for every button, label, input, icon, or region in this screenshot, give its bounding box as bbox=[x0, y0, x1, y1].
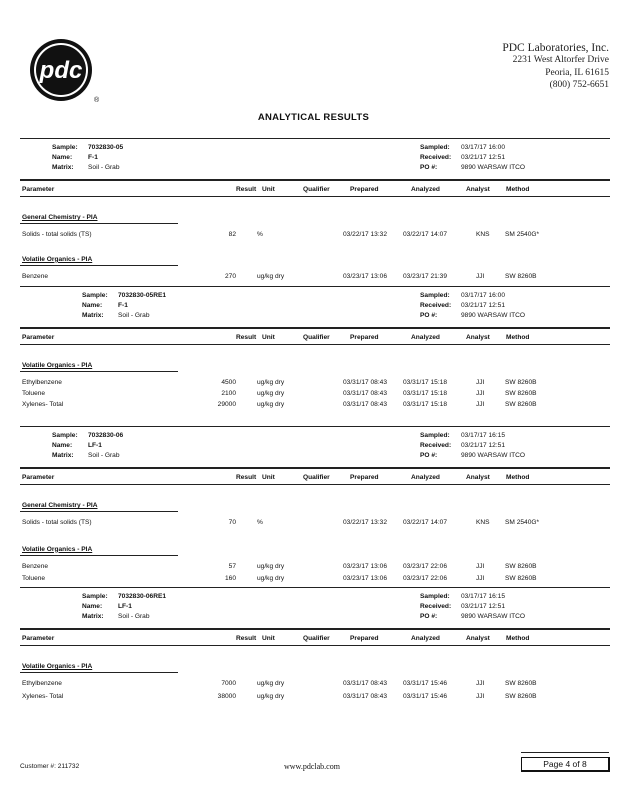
sample-id: 7032830-05RE1 bbox=[118, 292, 167, 299]
cell-analyzed: 03/31/17 15:18 bbox=[403, 400, 447, 408]
cell-prepared: 03/23/17 13:06 bbox=[343, 562, 387, 570]
cell-analyzed: 03/31/17 15:18 bbox=[403, 379, 447, 386]
cell-unit: % bbox=[257, 231, 263, 238]
column-header-parameter: Parameter bbox=[22, 186, 55, 193]
sample-label: Sample: bbox=[82, 292, 108, 299]
column-header-analyst: Analyst bbox=[466, 474, 490, 481]
cell-method: SW 8260B bbox=[505, 400, 537, 408]
column-header-result: Result bbox=[236, 635, 257, 642]
divider bbox=[20, 344, 610, 345]
column-header-qualifier: Qualifier bbox=[303, 334, 330, 341]
svg-text:®: ® bbox=[94, 97, 100, 104]
received-date: 03/21/17 12:51 bbox=[461, 302, 505, 309]
sample-label: Sample: bbox=[52, 432, 78, 439]
section-title: Volatile Organics - PIA bbox=[22, 255, 93, 263]
sampled-label: Sampled: bbox=[420, 432, 450, 439]
sample-matrix: Soil - Grab bbox=[118, 312, 150, 319]
cell-unit: ug/kg dry bbox=[257, 692, 285, 700]
cell-unit: ug/kg dry bbox=[257, 389, 285, 397]
section-title: Volatile Organics - PIA bbox=[22, 362, 93, 369]
column-header-unit: Unit bbox=[262, 474, 275, 481]
cell-prepared: 03/31/17 08:43 bbox=[343, 692, 387, 700]
sample-name: LF-1 bbox=[118, 603, 132, 610]
cell-analyst: KNS bbox=[476, 519, 490, 526]
cell-analyzed: 03/22/17 14:07 bbox=[403, 519, 447, 526]
section-title: General Chemistry - PIA bbox=[22, 214, 98, 221]
cell-prepared: 03/23/17 13:06 bbox=[343, 575, 387, 582]
cell-analyst: JJI bbox=[476, 562, 485, 570]
cell-method: SW 8260B bbox=[505, 379, 537, 386]
cell-result: 4500 bbox=[221, 379, 236, 386]
cell-analyzed: 03/31/17 15:18 bbox=[403, 389, 447, 397]
sample-name: F-1 bbox=[118, 302, 128, 309]
cell-parameter: Benzene bbox=[22, 272, 49, 280]
sampled-label: Sampled: bbox=[420, 593, 450, 600]
name-label: Name: bbox=[52, 154, 73, 161]
cell-analyst: JJI bbox=[476, 680, 485, 687]
cell-prepared: 03/31/17 08:43 bbox=[343, 389, 387, 397]
cell-unit: ug/kg dry bbox=[257, 680, 285, 687]
logo-text: pdc bbox=[39, 57, 83, 84]
cell-method: SW 8260B bbox=[505, 562, 537, 570]
cell-result: 7000 bbox=[221, 680, 236, 687]
sample-matrix: Soil - Grab bbox=[88, 164, 120, 171]
cell-prepared: 03/31/17 08:43 bbox=[343, 400, 387, 408]
divider bbox=[20, 286, 610, 287]
po-label: PO #: bbox=[420, 312, 438, 319]
column-header-unit: Unit bbox=[262, 635, 275, 642]
sample-label: Sample: bbox=[52, 144, 78, 151]
divider bbox=[20, 426, 610, 427]
sample-name: F-1 bbox=[88, 154, 98, 161]
company-address-1: 2231 West Altorfer Drive bbox=[512, 55, 609, 65]
page-number: Page 4 of 8 bbox=[521, 757, 610, 772]
column-header-parameter: Parameter bbox=[22, 334, 55, 341]
cell-analyst: JJI bbox=[476, 575, 485, 582]
company-address-2: Peoria, IL 61615 bbox=[545, 67, 609, 78]
column-header-analyst: Analyst bbox=[466, 635, 490, 642]
cell-parameter: Benzene bbox=[22, 562, 49, 570]
cell-analyst: JJI bbox=[476, 389, 485, 397]
cell-analyst: JJI bbox=[476, 379, 485, 386]
cell-unit: ug/kg dry bbox=[257, 575, 285, 582]
website-link[interactable]: www.pdclab.com bbox=[284, 762, 340, 771]
divider bbox=[20, 645, 610, 646]
cell-analyzed: 03/23/17 22:06 bbox=[403, 575, 447, 582]
column-header-result: Result bbox=[236, 186, 257, 193]
cell-parameter: Toluene bbox=[22, 575, 46, 582]
section-underline bbox=[20, 555, 178, 556]
column-header-prepared: Prepared bbox=[350, 334, 379, 341]
section-underline bbox=[20, 672, 178, 673]
received-label: Received: bbox=[420, 302, 452, 309]
column-header-qualifier: Qualifier bbox=[303, 474, 330, 481]
column-header-method: Method bbox=[506, 186, 530, 193]
cell-analyst: JJI bbox=[476, 272, 485, 280]
section-title: Volatile Organics - PIA bbox=[22, 545, 93, 553]
cell-unit: % bbox=[257, 519, 263, 526]
cell-result: 160 bbox=[224, 575, 236, 582]
section-title: Volatile Organics - PIA bbox=[22, 663, 93, 670]
matrix-label: Matrix: bbox=[82, 613, 104, 620]
company-info bbox=[502, 42, 609, 92]
cell-analyst: JJI bbox=[476, 400, 485, 408]
divider bbox=[20, 138, 610, 139]
divider bbox=[20, 467, 610, 469]
po-label: PO #: bbox=[420, 452, 438, 459]
section-underline bbox=[20, 371, 178, 372]
cell-analyst: KNS bbox=[476, 231, 490, 238]
sample-name: LF-1 bbox=[88, 442, 102, 449]
name-label: Name: bbox=[82, 302, 103, 309]
sample-id: 7032830-06 bbox=[88, 432, 124, 439]
po-number: 9890 WARSAW ITCO bbox=[461, 312, 525, 319]
divider bbox=[20, 196, 610, 197]
column-header-method: Method bbox=[506, 474, 530, 481]
cell-parameter: Solids - total solids (TS) bbox=[22, 519, 92, 526]
cell-method: SW 8260B bbox=[505, 272, 537, 280]
cell-parameter: Ethylbenzene bbox=[22, 379, 62, 386]
column-header-parameter: Parameter bbox=[22, 474, 55, 481]
cell-method: SM 2540G* bbox=[505, 519, 540, 526]
po-number: 9890 WARSAW ITCO bbox=[461, 613, 525, 620]
divider bbox=[20, 587, 610, 588]
received-label: Received: bbox=[420, 603, 452, 610]
section-underline bbox=[20, 223, 178, 224]
cell-analyzed: 03/31/17 15:46 bbox=[403, 692, 447, 700]
company-phone: (800) 752-6651 bbox=[549, 80, 609, 90]
received-label: Received: bbox=[420, 154, 452, 161]
column-header-method: Method bbox=[506, 635, 530, 642]
name-label: Name: bbox=[52, 442, 73, 449]
column-header-prepared: Prepared bbox=[350, 635, 379, 642]
company-name: PDC Laboratories, Inc. bbox=[502, 42, 609, 54]
column-header-analyzed: Analyzed bbox=[411, 474, 440, 481]
cell-parameter: Toluene bbox=[22, 389, 46, 397]
cell-analyzed: 03/23/17 22:06 bbox=[403, 562, 447, 570]
section-title: General Chemistry - PIA bbox=[22, 502, 98, 509]
cell-result: 270 bbox=[224, 272, 236, 280]
cell-parameter: Xylenes- Total bbox=[22, 400, 64, 408]
column-header-result: Result bbox=[236, 474, 257, 481]
cell-parameter: Ethylbenzene bbox=[22, 680, 62, 687]
cell-unit: ug/kg dry bbox=[257, 272, 285, 280]
column-header-analyzed: Analyzed bbox=[411, 635, 440, 642]
sample-id: 7032830-05 bbox=[88, 144, 124, 151]
sampled-date: 03/17/17 16:00 bbox=[461, 144, 505, 151]
cell-prepared: 03/31/17 08:43 bbox=[343, 680, 387, 687]
cell-analyzed: 03/23/17 21:39 bbox=[403, 272, 447, 280]
column-header-method: Method bbox=[506, 334, 530, 341]
cell-method: SW 8260B bbox=[505, 680, 537, 687]
cell-result: 29000 bbox=[217, 400, 236, 408]
sampled-label: Sampled: bbox=[420, 144, 450, 151]
divider bbox=[20, 484, 610, 485]
cell-analyzed: 03/31/17 15:46 bbox=[403, 680, 447, 687]
received-date: 03/21/17 12:51 bbox=[461, 442, 505, 449]
cell-method: SW 8260B bbox=[505, 389, 537, 397]
column-header-analyst: Analyst bbox=[466, 334, 490, 341]
sample-matrix: Soil - Grab bbox=[88, 452, 120, 459]
cell-parameter: Solids - total solids (TS) bbox=[22, 231, 92, 238]
po-number: 9890 WARSAW ITCO bbox=[461, 452, 525, 459]
received-date: 03/21/17 12:51 bbox=[461, 603, 505, 610]
column-header-unit: Unit bbox=[262, 186, 275, 193]
sample-id: 7032830-06RE1 bbox=[118, 593, 167, 600]
matrix-label: Matrix: bbox=[52, 164, 74, 171]
po-label: PO #: bbox=[420, 613, 438, 620]
po-label: PO #: bbox=[420, 164, 438, 171]
cell-analyst: JJI bbox=[476, 692, 485, 700]
cell-method: SM 2540G* bbox=[505, 231, 540, 238]
column-header-result: Result bbox=[236, 334, 257, 341]
column-header-qualifier: Qualifier bbox=[303, 186, 330, 193]
page-title: ANALYTICAL RESULTS bbox=[257, 112, 370, 123]
sample-label: Sample: bbox=[82, 593, 108, 600]
received-date: 03/21/17 12:51 bbox=[461, 154, 505, 161]
column-header-prepared: Prepared bbox=[350, 186, 379, 193]
column-header-prepared: Prepared bbox=[350, 474, 379, 481]
po-number: 9890 WARSAW ITCO bbox=[461, 164, 525, 171]
matrix-label: Matrix: bbox=[82, 312, 104, 319]
column-header-parameter: Parameter bbox=[22, 635, 55, 642]
column-header-qualifier: Qualifier bbox=[303, 635, 330, 642]
cell-unit: ug/kg dry bbox=[257, 400, 285, 408]
cell-result: 38000 bbox=[217, 692, 236, 700]
cell-analyzed: 03/22/17 14:07 bbox=[403, 231, 447, 238]
divider bbox=[20, 327, 610, 329]
column-header-analyst: Analyst bbox=[466, 186, 490, 193]
divider bbox=[20, 628, 610, 630]
cell-prepared: 03/23/17 13:06 bbox=[343, 272, 387, 280]
sample-matrix: Soil - Grab bbox=[118, 613, 150, 620]
sampled-date: 03/17/17 16:15 bbox=[461, 432, 505, 439]
received-label: Received: bbox=[420, 442, 452, 449]
section-underline bbox=[20, 511, 178, 512]
cell-unit: ug/kg dry bbox=[257, 562, 285, 570]
page-box-rule bbox=[521, 752, 609, 753]
column-header-analyzed: Analyzed bbox=[411, 334, 440, 341]
customer-number: Customer #: 211732 bbox=[20, 763, 80, 770]
sampled-label: Sampled: bbox=[420, 292, 450, 299]
cell-result: 2100 bbox=[221, 389, 236, 397]
divider bbox=[20, 179, 610, 181]
column-header-analyzed: Analyzed bbox=[411, 186, 440, 193]
column-header-unit: Unit bbox=[262, 334, 275, 341]
cell-prepared: 03/22/17 13:32 bbox=[343, 231, 387, 238]
sampled-date: 03/17/17 16:15 bbox=[461, 593, 505, 600]
cell-method: SW 8260B bbox=[505, 692, 537, 700]
matrix-label: Matrix: bbox=[52, 452, 74, 459]
cell-prepared: 03/22/17 13:32 bbox=[343, 519, 387, 526]
cell-prepared: 03/31/17 08:43 bbox=[343, 379, 387, 386]
section-underline bbox=[20, 265, 178, 266]
company-logo bbox=[28, 38, 100, 104]
cell-unit: ug/kg dry bbox=[257, 379, 285, 386]
cell-result: 70 bbox=[228, 519, 236, 526]
name-label: Name: bbox=[82, 603, 103, 610]
cell-result: 82 bbox=[228, 231, 236, 238]
cell-method: SW 8260B bbox=[505, 575, 537, 582]
sampled-date: 03/17/17 16:00 bbox=[461, 292, 505, 299]
cell-parameter: Xylenes- Total bbox=[22, 692, 64, 700]
cell-result: 57 bbox=[228, 562, 236, 570]
